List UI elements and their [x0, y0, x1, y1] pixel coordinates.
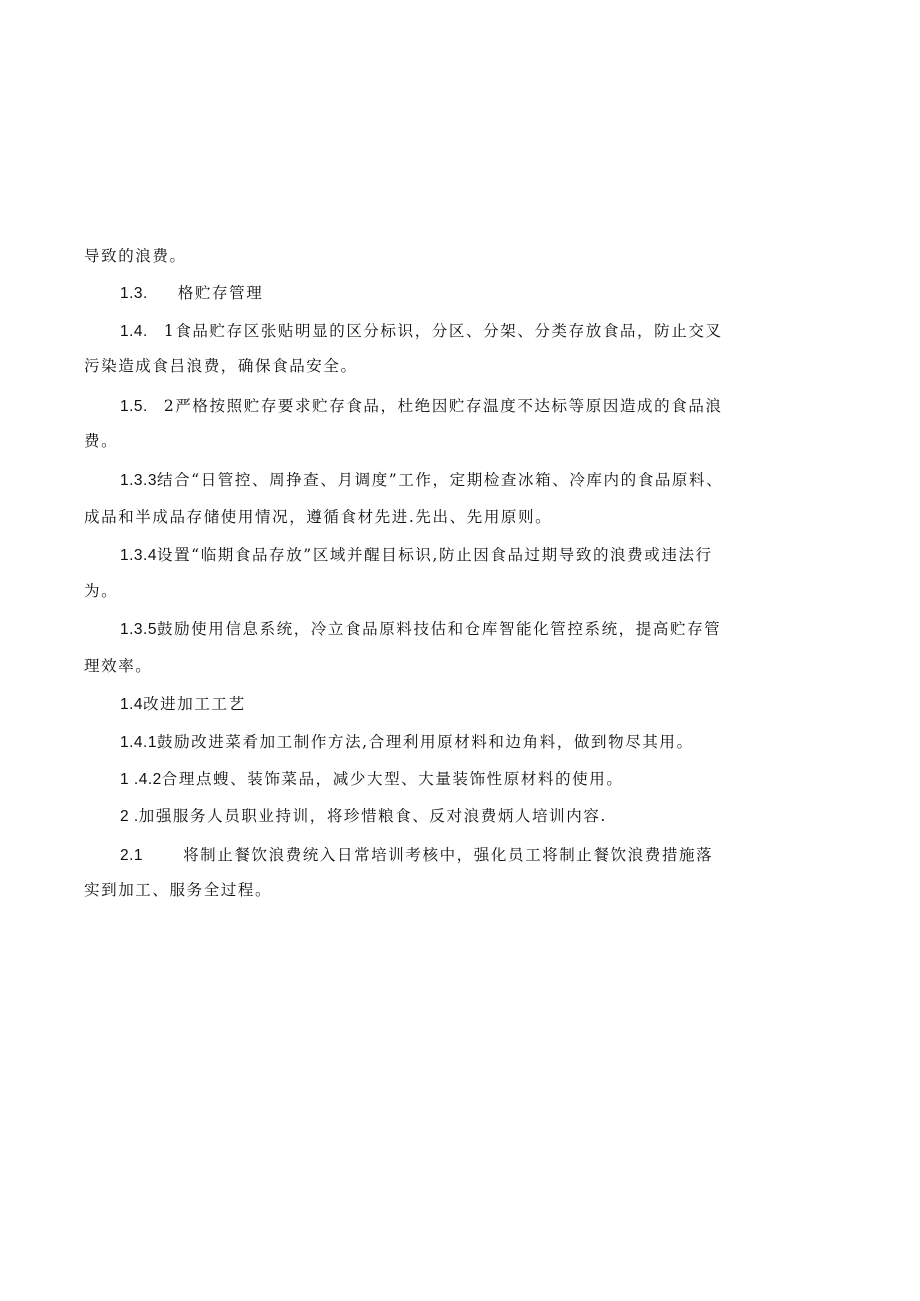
- text: 费。: [84, 432, 119, 450]
- section-number: 1.3.: [120, 285, 148, 302]
- item-number: 1.3.5: [120, 621, 157, 638]
- paragraph-line: [84, 246, 187, 266]
- section-heading: [120, 694, 246, 715]
- item-number: 1 .4.2: [120, 771, 162, 788]
- text: 将制止餐饮浪费统入日常培训考核中，强化员工将制止餐饮浪费措施落: [183, 846, 714, 864]
- text: 设置“临期食品存放”区域并醒目标识,防止因食品过期导致的浪费或违法行: [156, 546, 713, 564]
- section-title: 改进加工工艺: [143, 695, 246, 713]
- paragraph-line: [120, 470, 723, 491]
- text: 2严格按照贮存要求贮存食品，杜绝因贮存温度不达标等原因造成的食品浪: [163, 397, 723, 415]
- section-number: 2 .: [120, 808, 139, 825]
- paragraph-line: [120, 769, 623, 790]
- paragraph-line: [84, 507, 552, 527]
- paragraph-line: [120, 732, 694, 753]
- text: 导致的浪费。: [84, 247, 187, 265]
- text: 鼓励改进菜肴加工制作方法,合理利用原材料和边角料，做到物尽其用。: [156, 733, 694, 751]
- paragraph-line: [84, 431, 118, 451]
- item-number: 1.3.3: [120, 472, 157, 489]
- item-number: 1.4.: [120, 323, 148, 340]
- section-title: 加强服务人员职业持训，将珍惜粮食、反对浪费炳人培训内容.: [138, 807, 607, 825]
- section-heading: [120, 283, 263, 304]
- paragraph-line: [120, 619, 721, 640]
- item-number: 1.5.: [120, 398, 148, 415]
- paragraph-line: [84, 880, 272, 900]
- paragraph-line: [120, 545, 713, 566]
- section-heading: [120, 806, 607, 827]
- paragraph-line: [84, 656, 152, 676]
- item-number: 2.1: [120, 847, 144, 864]
- text: 实到加工、服务全过程。: [84, 881, 273, 899]
- text: 理效率。: [84, 657, 153, 675]
- paragraph-line: [84, 581, 118, 601]
- item-number: 1.3.4: [120, 547, 157, 564]
- text: 污染造成食吕浪费，确保食品安全。: [84, 357, 358, 375]
- text: 为。: [84, 582, 119, 600]
- item-number: 1.4.1: [120, 734, 157, 751]
- text: 1食品贮存区张贴明显的区分标识，分区、分架、分类存放食品，防止交叉: [163, 322, 723, 340]
- paragraph-line: [120, 845, 713, 866]
- section-number: 1.4: [120, 696, 144, 713]
- text: 结合“日管控、周挣查、月调度”工作，定期检查冰箱、冷库内的食品原料、: [156, 471, 724, 489]
- section-title: 格贮存管理: [177, 284, 264, 302]
- text: 鼓励使用信息系统，冷立食品原料技估和仓库智能化管控系统，提高贮存管: [156, 620, 722, 638]
- text: 合理点螋、装饰菜品，减少大型、大量装饰性原材料的使用。: [161, 770, 624, 788]
- text: 成品和半成品存储使用情况，遵循食材先进.先出、先用原则。: [84, 508, 553, 526]
- paragraph-line: [120, 321, 723, 342]
- paragraph-line: [120, 396, 723, 417]
- paragraph-line: [84, 356, 358, 376]
